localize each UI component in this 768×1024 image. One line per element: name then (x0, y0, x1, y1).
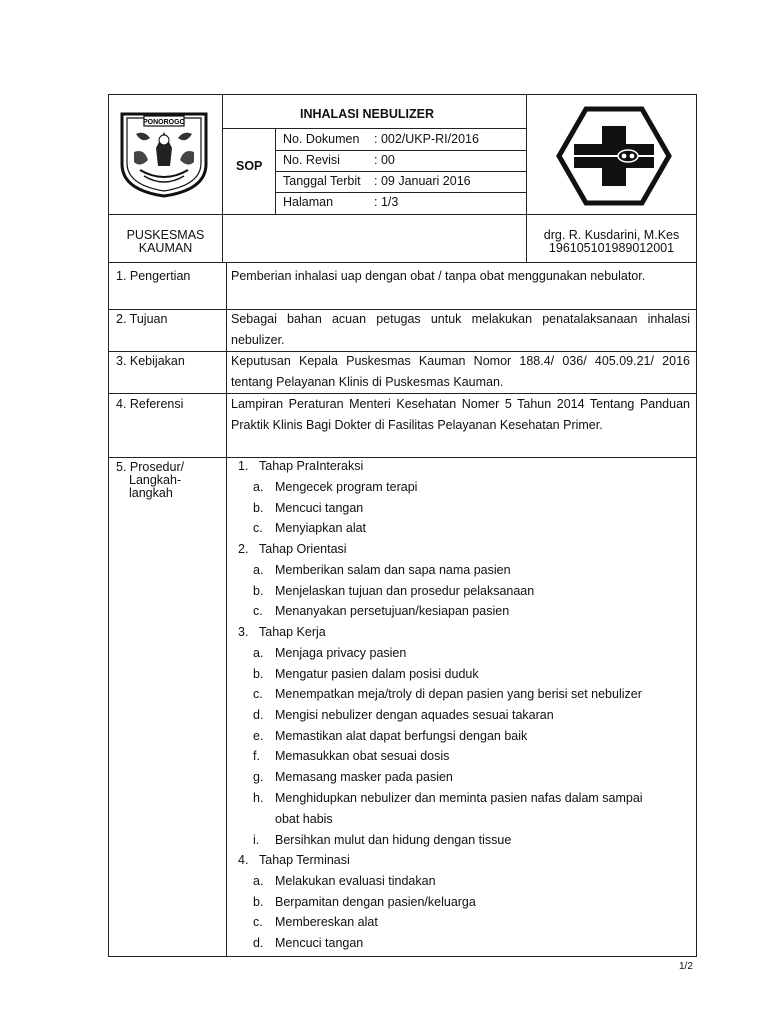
section-label: langkah (129, 486, 173, 500)
divider (108, 457, 697, 458)
step-title: Tahap Terminasi (259, 853, 350, 867)
list-letter: i. (253, 833, 260, 847)
list-item: Mencuci tangan (275, 501, 364, 515)
list-item-continued: obat habis (275, 812, 333, 826)
doc-field-label: No. Dokumen (283, 132, 360, 146)
section-label: 2. Tujuan (116, 312, 168, 326)
step-number: 4. (238, 853, 249, 867)
list-item: Menyiapkan alat (275, 521, 367, 535)
section-label: 5. Prosedur/ (116, 460, 185, 474)
step-title: Tahap PraInteraksi (259, 459, 364, 473)
divider (108, 214, 697, 215)
svg-text:PONOROGO: PONOROGO (142, 119, 186, 126)
list-item: Mengisi nebulizer dengan aquades sesuai takaran (275, 708, 554, 722)
list-item: Mengatur pasien dalam posisi duduk (275, 667, 479, 681)
divider (275, 171, 527, 172)
list-letter: b. (253, 667, 264, 681)
doc-field-value: : 00 (374, 153, 395, 167)
list-item: Membereskan alat (275, 915, 378, 929)
list-letter: b. (253, 584, 264, 598)
divider (275, 150, 527, 151)
puskesmas-logo (556, 106, 672, 206)
list-item: Menjelaskan tujuan dan prosedur pelaksanaan (275, 584, 535, 598)
step-number: 1. (238, 459, 249, 473)
list-letter: a. (253, 646, 264, 660)
table-border-right (696, 94, 697, 957)
list-letter: c. (253, 604, 263, 618)
list-letter: h. (253, 791, 264, 805)
step-title: Tahap Orientasi (259, 542, 347, 556)
step-title: Tahap Kerja (259, 625, 326, 639)
divider (275, 192, 527, 193)
section-text: Sebagai bahan acuan petugas untuk melakukan penatalaksanaan inhalasi nebulizer. (231, 312, 690, 347)
list-letter: c. (253, 915, 263, 929)
step-number: 3. (238, 625, 249, 639)
list-letter: b. (253, 895, 264, 909)
list-item: Menghidupkan nebulizer dan meminta pasien nafas dalam sampai (275, 791, 643, 805)
signer-name: drg. R. Kusdarini, M.Kes (543, 228, 680, 242)
list-letter: a. (253, 480, 264, 494)
divider (526, 94, 527, 214)
ponorogo-seal-logo (114, 104, 214, 200)
list-item: Menempatkan meja/troly di depan pasien yang berisi set nebulizer (275, 687, 642, 701)
table-border-left (108, 94, 109, 957)
list-letter: a. (253, 874, 264, 888)
list-letter: c. (253, 521, 263, 535)
list-letter: b. (253, 501, 264, 515)
section-label: 4. Referensi (116, 397, 184, 411)
section-text: Pemberian inhalasi uap dengan obat / tanpa obat menggunakan nebulator. (231, 269, 646, 283)
doc-field-value: : 002/UKP-RI/2016 (374, 132, 479, 146)
list-item: Menanyakan persetujuan/kesiapan pasien (275, 604, 510, 618)
list-letter: f. (253, 749, 260, 763)
sop-label: SOP (236, 159, 263, 173)
list-item: Bersihkan mulut dan hidung dengan tissue (275, 833, 512, 847)
section-text: Lampiran Peraturan Menteri Kesehatan Nomer 5 Tahun 2014 Tentang Panduan Praktik Klinis Bagi Dokter di Fasilitas Pelayanan Kesehatan Primer. (231, 397, 690, 432)
list-item: Memasukkan obat sesuai dosis (275, 749, 450, 763)
doc-field-label: Tanggal Terbit (283, 174, 361, 188)
divider (222, 94, 223, 214)
table-border-bottom (108, 956, 697, 957)
list-item: Memberikan salam dan sapa nama pasien (275, 563, 511, 577)
org-name: PUSKESMAS (126, 228, 205, 242)
page-number: 1/2 (679, 961, 693, 972)
doc-field-value: : 1/3 (374, 195, 399, 209)
list-item: Menjaga privacy pasien (275, 646, 407, 660)
list-item: Mencuci tangan (275, 936, 364, 950)
list-item: Memastikan alat dapat berfungsi dengan baik (275, 729, 528, 743)
list-letter: g. (253, 770, 264, 784)
section-label: Langkah- (129, 473, 182, 487)
list-letter: c. (253, 687, 263, 701)
list-letter: d. (253, 708, 264, 722)
divider (222, 128, 527, 129)
document-title: INHALASI NEBULIZER (300, 107, 435, 121)
section-label: 1. Pengertian (116, 269, 191, 283)
divider (226, 262, 227, 957)
doc-field-label: No. Revisi (283, 153, 340, 167)
table-border-top (108, 94, 697, 95)
list-item: Memasang masker pada pasien (275, 770, 453, 784)
list-letter: a. (253, 563, 264, 577)
doc-field-value: : 09 Januari 2016 (374, 174, 471, 188)
step-number: 2. (238, 542, 249, 556)
doc-field-label: Halaman (283, 195, 334, 209)
list-letter: e. (253, 729, 264, 743)
list-item: Mengecek program terapi (275, 480, 418, 494)
list-item: Berpamitan dengan pasien/keluarga (275, 895, 476, 909)
divider (108, 262, 697, 263)
section-label: 3. Kebijakan (116, 354, 185, 368)
section-text: Keputusan Kepala Puskesmas Kauman Nomor 188.4/ 036/ 405.09.21/ 2016 tentang Pelayanan Klinis di Puskesmas Kauman. (231, 354, 690, 389)
list-letter: d. (253, 936, 264, 950)
divider (222, 214, 223, 262)
org-name: KAUMAN (138, 241, 193, 255)
list-item: Melakukan evaluasi tindakan (275, 874, 436, 888)
signer-nip: 196105101989012001 (548, 241, 675, 255)
